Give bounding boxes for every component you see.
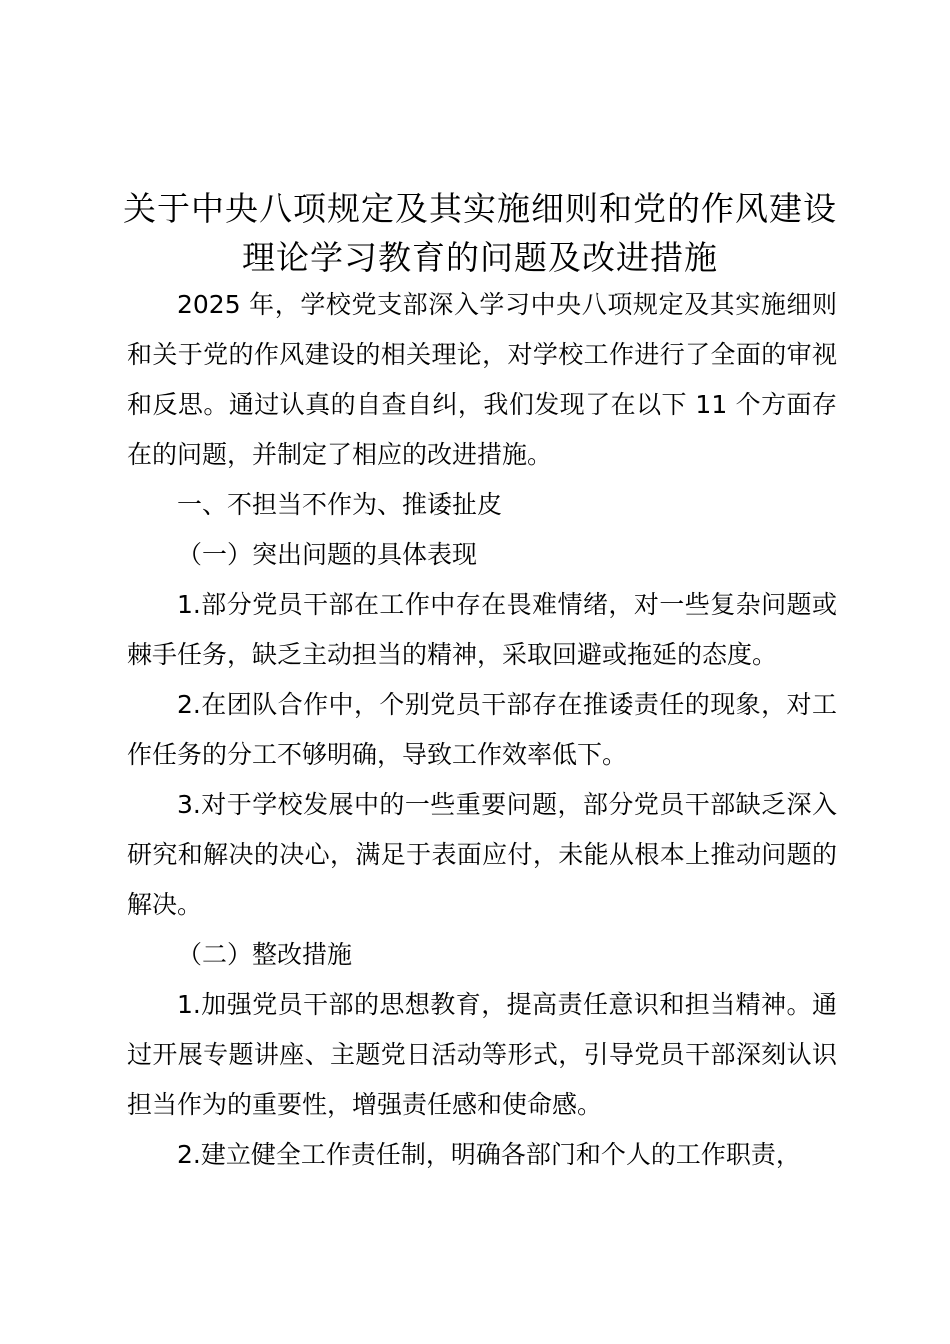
subsection-heading-measures: （二）整改措施 — [177, 940, 353, 969]
section-heading-1: 一、不担当不作为、推诿扯皮 — [177, 490, 503, 519]
problem-item-3: 3.对于学校发展中的一些重要问题，部分党员干部缺乏深入研究和解决的决心，满足于表面应付，未能从根本上推动问题的解决。 — [127, 790, 837, 919]
subsection-heading-problems: （一）突出问题的具体表现 — [177, 540, 478, 569]
document-body — [127, 280, 837, 1180]
document-title: 关于中央八项规定及其实施细则和党的作风建设理论学习教育的问题及改进措施 — [123, 189, 837, 277]
intro-paragraph: 2025 年，学校党支部深入学习中央八项规定及其实施细则和关于党的作风建设的相关理论，对学校工作进行了全面的审视和反思。通过认真的自查自纠，我们发现了在以下 11 个方面存在的问题，并制定了相应的改进措施。 — [127, 290, 837, 469]
measure-item-1: 1.加强党员干部的思想教育，提高责任意识和担当精神。通过开展专题讲座、主题党日活动等形式，引导党员干部深刻认识担当作为的重要性，增强责任感和使命感。 — [127, 990, 837, 1119]
problem-item-2: 2.在团队合作中，个别党员干部存在推诿责任的现象，对工作任务的分工不够明确，导致工作效率低下。 — [127, 690, 837, 769]
problem-item-1: 1.部分党员干部在工作中存在畏难情绪，对一些复杂问题或棘手任务，缺乏主动担当的精神，采取回避或拖延的态度。 — [127, 590, 837, 669]
measure-item-2: 2.建立健全工作责任制，明确各部门和个人的工作职责， — [177, 1140, 801, 1169]
